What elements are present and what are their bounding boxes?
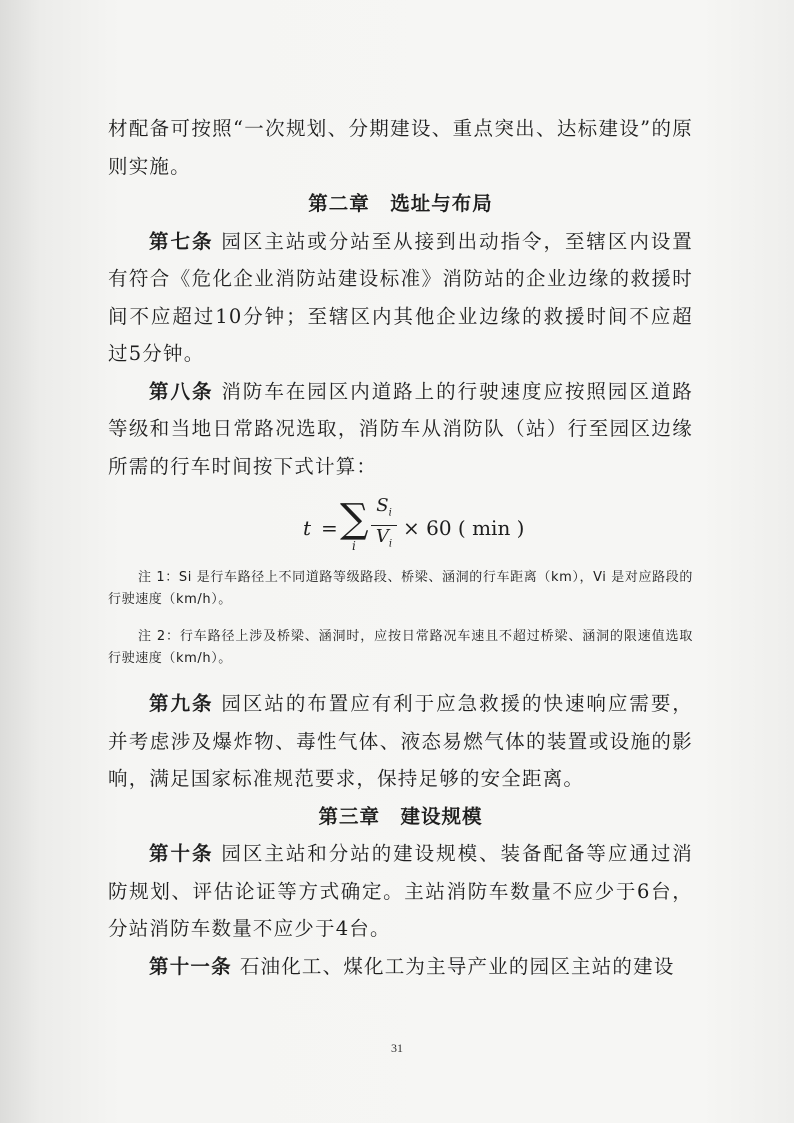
sum-index: i <box>352 539 356 553</box>
article-11-label: 第十一条 <box>149 954 232 978</box>
article-8-text: 消防车在园区内道路上的行驶速度应按照园区道路等级和当地日常路况选取，消防车从消防队（站）行至园区边缘所需的行车时间按下式计算： <box>108 379 693 478</box>
chapter-2-heading: 第二章 选址与布局 <box>308 192 493 215</box>
article-8-label: 第八条 <box>149 379 214 403</box>
article-11-text: 石油化工、煤化工为主导产业的园区主站的建设 <box>239 954 675 978</box>
fraction-denominator: $V_i$ <box>375 525 393 550</box>
formula-multiplier: × 60 ( min ) <box>403 516 525 540</box>
article-10-label: 第十条 <box>149 842 214 865</box>
article-9-label: 第九条 <box>149 692 214 715</box>
page-content <box>108 110 693 985</box>
formula-equals: = <box>321 516 338 540</box>
fraction-numerator: $S_i$ <box>371 495 397 526</box>
article-10 <box>108 835 693 948</box>
travel-time-formula <box>108 485 693 567</box>
sum-symbol: ∑ <box>340 496 369 542</box>
article-11 <box>108 948 693 986</box>
article-9 <box>108 685 693 798</box>
article-10-text: 园区主站和分站的建设规模、装备配备等应通过消防规划、评估论证等方式确定。主站消防车数量不应少于6台，分站消防车数量不应少于4台。 <box>108 842 693 940</box>
chapter-3-heading: 第三章 建设规模 <box>318 804 483 828</box>
article-8 <box>108 373 693 486</box>
article-7-label: 第七条 <box>149 229 214 253</box>
intro-paragraph: 材配备可按照“一次规划、分期建设、重点突出、达标建设”的原则实施。 <box>108 117 693 178</box>
formula-t: t <box>303 516 312 540</box>
article-7-text: 园区主站或分站至从接到出动指令，至辖区内设置有符合《危化企业消防站建设标准》消防站的企业边缘的救援时间不应超过10分钟；至辖区内其他企业边缘的救援时间不应超过5分钟。 <box>108 229 693 365</box>
article-9-text: 园区站的布置应有利于应急救援的快速响应需要，并考虑涉及爆炸物、毒性气体、液态易燃气体的装置或设施的影响，满足国家标准规范要求，保持足够的安全距离。 <box>108 692 693 790</box>
note-1: 注 1：Si 是行车路径上不同道路等级路段、桥梁、涵洞的行车距离（km），Vi 是对应路段的行驶速度（km/h）。 <box>108 570 693 607</box>
formula-fraction <box>371 495 397 555</box>
page-number: 31 <box>391 1041 403 1055</box>
note-2: 注 2：行车路径上涉及桥梁、涵洞时，应按日常路况车速且不超过桥梁、涵洞的限速值选取行驶速度（km/h）。 <box>108 629 693 666</box>
article-7 <box>108 223 693 373</box>
